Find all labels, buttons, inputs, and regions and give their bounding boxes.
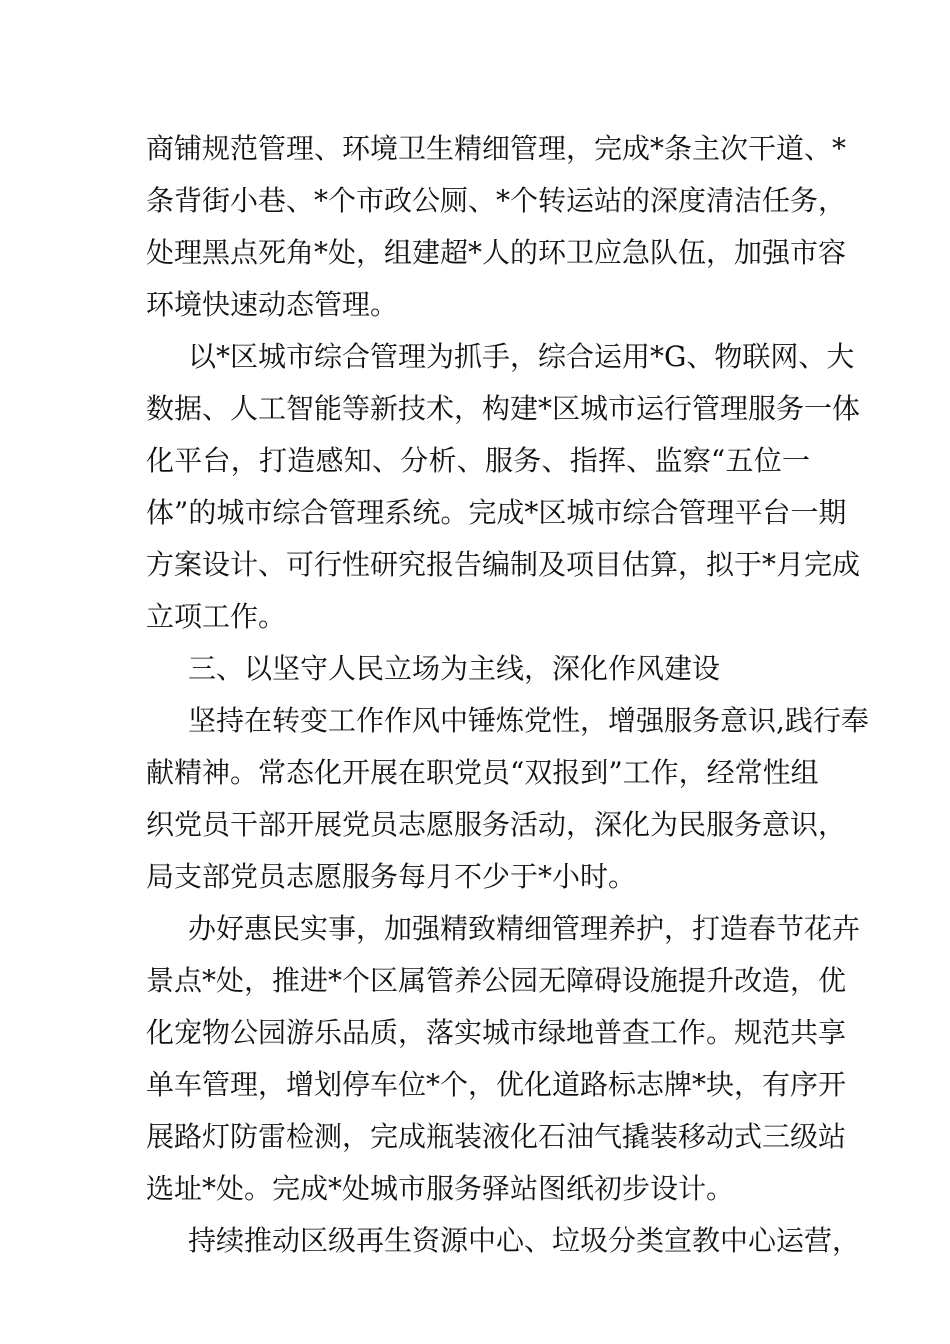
text-line: 景点*处，推进*个区属管养公园无障碍设施提升改造，优 <box>146 964 847 997</box>
text-line: 化平台，打造感知、分析、服务、指挥、监察“五位一 <box>146 444 810 477</box>
section-heading: 三、以坚守人民立场为主线，深化作风建设 <box>188 652 721 685</box>
text-line: 环境快速动态管理。 <box>146 288 399 321</box>
text-line: 单车管理，增划停车位*个，优化道路标志牌*块，有序开 <box>146 1068 847 1101</box>
text-line: 选址*处。完成*处城市服务驿站图纸初步设计。 <box>146 1172 735 1205</box>
text-line: 条背街小巷、*个市政公厕、*个转运站的深度清洁任务， <box>146 184 847 217</box>
text-line: 织党员干部开展党员志愿服务活动，深化为民服务意识， <box>146 808 847 841</box>
text-line: 化宠物公园游乐品质，落实城市绿地普查工作。规范共享 <box>146 1016 847 1049</box>
text-line: 体”的城市综合管理系统。完成*区城市综合管理平台一期 <box>146 496 847 529</box>
text-line: 办好惠民实事，加强精致精细管理养护，打造春节花卉 <box>188 912 861 945</box>
text-line: 局支部党员志愿服务每月不少于*小时。 <box>146 860 637 893</box>
text-line: 持续推动区级再生资源中心、垃圾分类宣教中心运营， <box>188 1224 861 1257</box>
text-line: 方案设计、可行性研究报告编制及项目估算，拟于*月完成 <box>146 548 861 581</box>
text-line: 数据、人工智能等新技术，构建*区城市运行管理服务一体 <box>146 392 861 425</box>
text-line: 立项工作。 <box>146 600 287 633</box>
text-line: 献精神。常态化开展在职党员“双报到”工作，经常性组 <box>146 756 819 789</box>
text-line: 商铺规范管理、环境卫生精细管理，完成*条主次干道、* <box>146 132 847 165</box>
text-line: 以*区城市综合管理为抓手，综合运用*G、物联网、大 <box>188 340 855 373</box>
text-line: 处理黑点死角*处，组建超*人的环卫应急队伍，加强市容 <box>146 236 847 269</box>
text-line: 坚持在转变工作作风中锤炼党性，增强服务意识,践行奉 <box>188 704 869 737</box>
text-line: 展路灯防雷检测，完成瓶装液化石油气撬装移动式三级站 <box>146 1120 847 1153</box>
